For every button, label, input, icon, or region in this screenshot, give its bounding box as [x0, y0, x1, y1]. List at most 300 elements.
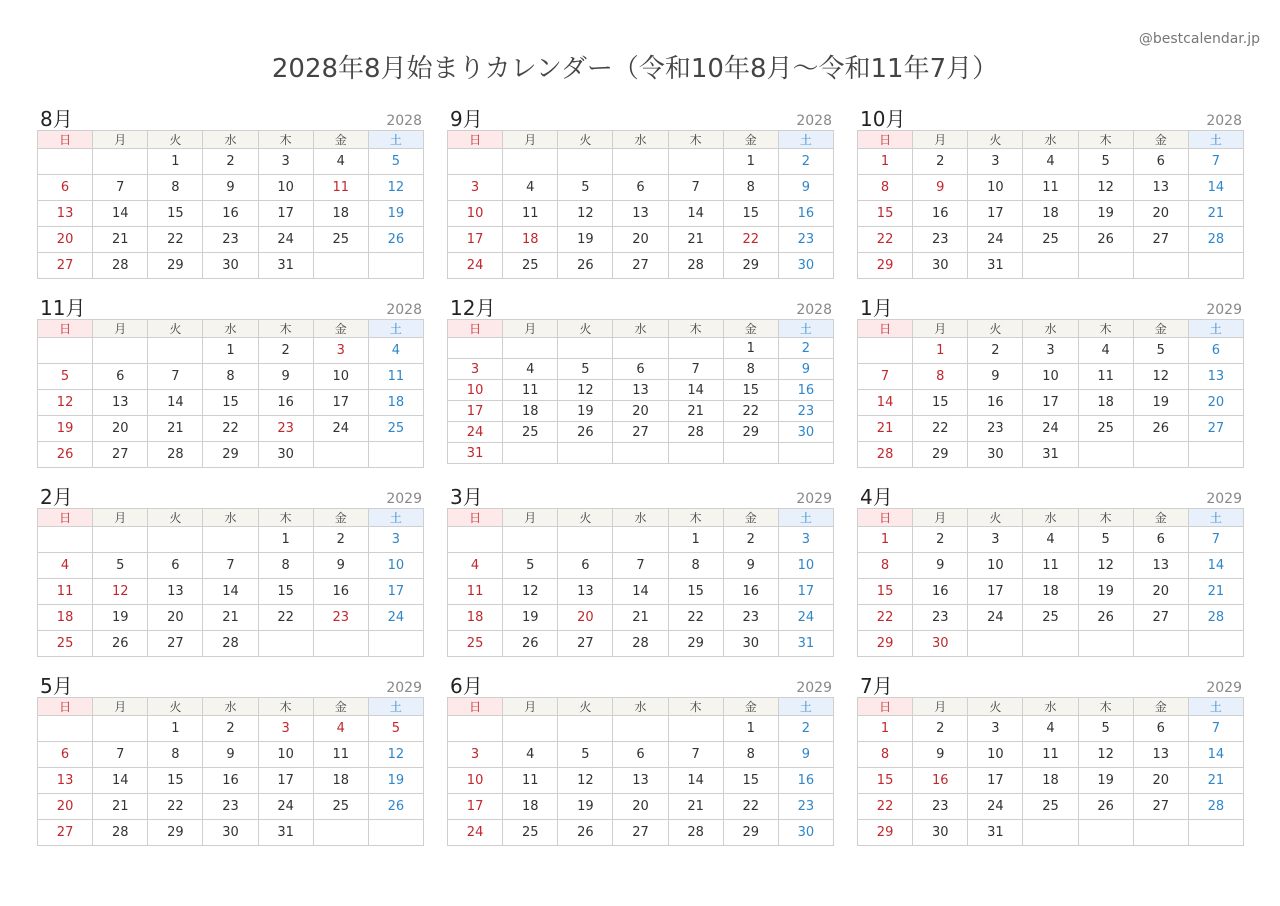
- day-cell: 5: [1078, 716, 1133, 742]
- empty-day-cell: [38, 149, 93, 175]
- month-calendar: [37, 485, 424, 657]
- day-cell: 12: [1078, 553, 1133, 579]
- day-cell: 9: [778, 359, 833, 380]
- day-cell: 21: [93, 794, 148, 820]
- day-cell: 18: [503, 227, 558, 253]
- empty-day-cell: [148, 527, 203, 553]
- weekday-label: 水: [203, 131, 258, 149]
- day-cell: 16: [913, 201, 968, 227]
- day-cell: 24: [968, 227, 1023, 253]
- empty-day-cell: [93, 149, 148, 175]
- weekday-label: 火: [968, 698, 1023, 716]
- weekday-label: 金: [313, 320, 368, 338]
- weekday-label: 木: [668, 698, 723, 716]
- day-cell: 15: [148, 768, 203, 794]
- day-cell: 21: [858, 416, 913, 442]
- weekday-label: 月: [913, 320, 968, 338]
- day-cell: 13: [1188, 364, 1243, 390]
- week-row: [858, 605, 1244, 631]
- weekday-label: 日: [858, 698, 913, 716]
- day-cell: 2: [203, 716, 258, 742]
- month-calendar: [857, 107, 1244, 279]
- day-cell: 19: [368, 768, 423, 794]
- day-cell: 9: [913, 553, 968, 579]
- week-row: [448, 253, 834, 279]
- day-cell: 13: [1133, 742, 1188, 768]
- month-header: [447, 296, 834, 319]
- day-cell: 3: [368, 527, 423, 553]
- week-row: [858, 416, 1244, 442]
- day-cell: 5: [1078, 527, 1133, 553]
- day-cell: 29: [913, 442, 968, 468]
- day-cell: 9: [203, 175, 258, 201]
- weekday-label: 水: [1023, 131, 1078, 149]
- day-cell: 2: [203, 149, 258, 175]
- day-cell: 22: [258, 605, 313, 631]
- day-cell: 14: [1188, 742, 1243, 768]
- day-cell: 22: [858, 794, 913, 820]
- day-cell: 22: [913, 416, 968, 442]
- day-cell: 26: [558, 820, 613, 846]
- weekday-label: 火: [148, 131, 203, 149]
- month-header: [37, 296, 424, 319]
- day-cell: 28: [668, 422, 723, 443]
- day-cell: 24: [313, 416, 368, 442]
- week-row: [448, 768, 834, 794]
- weekday-label: 火: [968, 131, 1023, 149]
- day-cell: 26: [1078, 227, 1133, 253]
- day-cell: 23: [313, 605, 368, 631]
- day-cell: 27: [1133, 794, 1188, 820]
- month-name: 7月: [860, 674, 893, 698]
- day-cell: 29: [148, 253, 203, 279]
- day-cell: 26: [558, 253, 613, 279]
- weekday-label: 火: [558, 509, 613, 527]
- week-row: [858, 820, 1244, 846]
- day-cell: 23: [913, 227, 968, 253]
- day-cell: 4: [1023, 149, 1078, 175]
- empty-day-cell: [503, 443, 558, 464]
- weekday-label: 土: [778, 698, 833, 716]
- day-cell: 20: [1133, 201, 1188, 227]
- empty-day-cell: [858, 338, 913, 364]
- weekday-label: 水: [1023, 698, 1078, 716]
- day-cell: 3: [778, 527, 833, 553]
- month-year: 2028: [1206, 113, 1242, 129]
- day-cell: 26: [558, 422, 613, 443]
- month-table: [857, 319, 1244, 468]
- day-cell: 18: [503, 794, 558, 820]
- empty-day-cell: [1188, 631, 1243, 657]
- empty-day-cell: [313, 253, 368, 279]
- day-cell: 8: [723, 359, 778, 380]
- empty-day-cell: [93, 338, 148, 364]
- weekday-label: 木: [1078, 509, 1133, 527]
- day-cell: 16: [203, 201, 258, 227]
- day-cell: 15: [858, 768, 913, 794]
- week-row: [858, 442, 1244, 468]
- day-cell: 28: [1188, 605, 1243, 631]
- day-cell: 10: [968, 742, 1023, 768]
- day-cell: 29: [858, 631, 913, 657]
- week-row: [38, 149, 424, 175]
- empty-day-cell: [1133, 820, 1188, 846]
- weekday-label: 金: [723, 509, 778, 527]
- week-row: [38, 416, 424, 442]
- day-cell: 28: [668, 820, 723, 846]
- week-row: [858, 390, 1244, 416]
- day-cell: 10: [313, 364, 368, 390]
- day-cell: 11: [1023, 553, 1078, 579]
- day-cell: 28: [613, 631, 668, 657]
- day-cell: 7: [1188, 716, 1243, 742]
- day-cell: 7: [93, 175, 148, 201]
- day-cell: 4: [313, 149, 368, 175]
- day-cell: 18: [1023, 201, 1078, 227]
- day-cell: 20: [1188, 390, 1243, 416]
- day-cell: 20: [93, 416, 148, 442]
- empty-day-cell: [613, 338, 668, 359]
- day-cell: 10: [968, 175, 1023, 201]
- day-cell: 31: [968, 253, 1023, 279]
- empty-day-cell: [448, 149, 503, 175]
- day-cell: 8: [148, 742, 203, 768]
- day-cell: 17: [448, 794, 503, 820]
- day-cell: 25: [38, 631, 93, 657]
- day-cell: 6: [558, 553, 613, 579]
- day-cell: 1: [858, 149, 913, 175]
- day-cell: 8: [723, 742, 778, 768]
- empty-day-cell: [368, 631, 423, 657]
- day-cell: 1: [723, 149, 778, 175]
- day-cell: 26: [368, 794, 423, 820]
- empty-day-cell: [558, 527, 613, 553]
- week-row: [448, 422, 834, 443]
- day-cell: 17: [968, 579, 1023, 605]
- day-cell: 11: [1023, 742, 1078, 768]
- day-cell: 15: [148, 201, 203, 227]
- month-name: 1月: [860, 296, 893, 320]
- day-cell: 4: [313, 716, 368, 742]
- empty-day-cell: [1023, 631, 1078, 657]
- empty-day-cell: [558, 443, 613, 464]
- week-row: [38, 175, 424, 201]
- day-cell: 25: [368, 416, 423, 442]
- day-cell: 15: [913, 390, 968, 416]
- day-cell: 19: [558, 227, 613, 253]
- weekday-label: 火: [148, 698, 203, 716]
- day-cell: 12: [558, 201, 613, 227]
- week-row: [38, 716, 424, 742]
- day-cell: 4: [448, 553, 503, 579]
- week-row: [448, 794, 834, 820]
- week-row: [858, 527, 1244, 553]
- day-cell: 11: [38, 579, 93, 605]
- month-year: 2029: [386, 680, 422, 696]
- empty-day-cell: [723, 443, 778, 464]
- empty-day-cell: [313, 631, 368, 657]
- day-cell: 5: [1133, 338, 1188, 364]
- week-row: [38, 390, 424, 416]
- day-cell: 21: [93, 227, 148, 253]
- day-cell: 11: [1078, 364, 1133, 390]
- day-cell: 25: [1078, 416, 1133, 442]
- weekday-label: 月: [913, 509, 968, 527]
- month-table: [37, 130, 424, 279]
- day-cell: 12: [1078, 175, 1133, 201]
- empty-day-cell: [1133, 253, 1188, 279]
- month-year: 2028: [386, 302, 422, 318]
- day-cell: 1: [148, 149, 203, 175]
- day-cell: 14: [668, 380, 723, 401]
- empty-day-cell: [1078, 820, 1133, 846]
- month-header: [857, 674, 1244, 697]
- day-cell: 6: [613, 359, 668, 380]
- day-cell: 21: [668, 794, 723, 820]
- day-cell: 26: [368, 227, 423, 253]
- week-row: [858, 579, 1244, 605]
- day-cell: 17: [1023, 390, 1078, 416]
- day-cell: 27: [1188, 416, 1243, 442]
- day-cell: 26: [93, 631, 148, 657]
- day-cell: 19: [558, 794, 613, 820]
- week-row: [448, 527, 834, 553]
- weekday-label: 金: [723, 320, 778, 338]
- empty-day-cell: [258, 631, 313, 657]
- day-cell: 10: [778, 553, 833, 579]
- empty-day-cell: [613, 443, 668, 464]
- day-cell: 6: [613, 175, 668, 201]
- day-cell: 28: [93, 820, 148, 846]
- week-row: [38, 631, 424, 657]
- day-cell: 27: [613, 820, 668, 846]
- day-cell: 4: [38, 553, 93, 579]
- day-cell: 29: [203, 442, 258, 468]
- weekday-label: 木: [668, 320, 723, 338]
- empty-day-cell: [38, 338, 93, 364]
- day-cell: 30: [203, 820, 258, 846]
- day-cell: 2: [913, 716, 968, 742]
- weekday-label: 水: [613, 320, 668, 338]
- week-row: [38, 579, 424, 605]
- week-row: [38, 364, 424, 390]
- day-cell: 4: [503, 175, 558, 201]
- month-table: [37, 508, 424, 657]
- day-cell: 3: [968, 149, 1023, 175]
- day-cell: 19: [368, 201, 423, 227]
- day-cell: 19: [93, 605, 148, 631]
- day-cell: 6: [1133, 527, 1188, 553]
- day-cell: 14: [203, 579, 258, 605]
- day-cell: 25: [448, 631, 503, 657]
- day-cell: 30: [913, 820, 968, 846]
- empty-day-cell: [1078, 442, 1133, 468]
- day-cell: 9: [313, 553, 368, 579]
- empty-day-cell: [558, 716, 613, 742]
- empty-day-cell: [968, 631, 1023, 657]
- day-cell: 21: [668, 401, 723, 422]
- day-cell: 14: [668, 201, 723, 227]
- day-cell: 16: [968, 390, 1023, 416]
- day-cell: 9: [203, 742, 258, 768]
- weekday-label: 火: [148, 509, 203, 527]
- day-cell: 20: [1133, 768, 1188, 794]
- month-name: 6月: [450, 674, 483, 698]
- weekday-label: 月: [93, 698, 148, 716]
- week-row: [858, 201, 1244, 227]
- weekday-label: 月: [93, 131, 148, 149]
- day-cell: 30: [778, 253, 833, 279]
- weekday-header-row: [448, 131, 834, 149]
- day-cell: 21: [203, 605, 258, 631]
- month-name: 11月: [40, 296, 86, 320]
- day-cell: 12: [368, 175, 423, 201]
- day-cell: 29: [148, 820, 203, 846]
- empty-day-cell: [448, 716, 503, 742]
- weekday-label: 土: [368, 131, 423, 149]
- day-cell: 16: [913, 768, 968, 794]
- day-cell: 8: [858, 742, 913, 768]
- empty-day-cell: [313, 442, 368, 468]
- month-calendar: [447, 674, 834, 846]
- weekday-label: 木: [258, 509, 313, 527]
- day-cell: 1: [203, 338, 258, 364]
- week-row: [448, 716, 834, 742]
- day-cell: 7: [858, 364, 913, 390]
- weekday-label: 土: [368, 698, 423, 716]
- week-row: [448, 175, 834, 201]
- day-cell: 29: [858, 253, 913, 279]
- weekday-label: 木: [258, 320, 313, 338]
- day-cell: 23: [778, 401, 833, 422]
- day-cell: 2: [723, 527, 778, 553]
- day-cell: 29: [723, 820, 778, 846]
- day-cell: 12: [503, 579, 558, 605]
- day-cell: 22: [858, 605, 913, 631]
- week-row: [448, 605, 834, 631]
- day-cell: 7: [1188, 527, 1243, 553]
- empty-day-cell: [503, 149, 558, 175]
- weekday-label: 木: [258, 698, 313, 716]
- day-cell: 5: [368, 149, 423, 175]
- day-cell: 23: [968, 416, 1023, 442]
- weekday-label: 日: [858, 320, 913, 338]
- month-year: 2028: [796, 113, 832, 129]
- month-calendar: [857, 296, 1244, 468]
- day-cell: 29: [858, 820, 913, 846]
- day-cell: 23: [913, 605, 968, 631]
- weekday-label: 日: [38, 320, 93, 338]
- month-header: [857, 485, 1244, 508]
- weekday-label: 火: [558, 698, 613, 716]
- day-cell: 29: [723, 422, 778, 443]
- day-cell: 2: [913, 527, 968, 553]
- day-cell: 15: [723, 768, 778, 794]
- day-cell: 14: [1188, 175, 1243, 201]
- day-cell: 29: [668, 631, 723, 657]
- day-cell: 14: [148, 390, 203, 416]
- day-cell: 22: [858, 227, 913, 253]
- day-cell: 22: [148, 227, 203, 253]
- day-cell: 18: [368, 390, 423, 416]
- weekday-label: 金: [1133, 131, 1188, 149]
- day-cell: 16: [913, 579, 968, 605]
- day-cell: 12: [93, 579, 148, 605]
- page-title: 2028年8月始まりカレンダー（令和10年8月〜令和11年7月）: [271, 54, 999, 84]
- day-cell: 11: [313, 742, 368, 768]
- week-row: [858, 716, 1244, 742]
- weekday-label: 日: [858, 509, 913, 527]
- day-cell: 30: [778, 422, 833, 443]
- weekday-label: 月: [913, 131, 968, 149]
- day-cell: 5: [368, 716, 423, 742]
- day-cell: 20: [613, 227, 668, 253]
- weekday-label: 土: [778, 131, 833, 149]
- weekday-label: 月: [93, 320, 148, 338]
- day-cell: 19: [38, 416, 93, 442]
- weekday-header-row: [38, 698, 424, 716]
- day-cell: 8: [913, 364, 968, 390]
- day-cell: 20: [613, 401, 668, 422]
- weekday-header-row: [38, 320, 424, 338]
- empty-day-cell: [668, 338, 723, 359]
- month-name: 12月: [450, 296, 496, 320]
- weekday-label: 土: [1188, 131, 1243, 149]
- weekday-label: 水: [1023, 320, 1078, 338]
- day-cell: 10: [1023, 364, 1078, 390]
- month-header: [447, 107, 834, 130]
- weekday-label: 金: [313, 131, 368, 149]
- day-cell: 14: [93, 201, 148, 227]
- day-cell: 1: [723, 338, 778, 359]
- weekday-label: 土: [1188, 509, 1243, 527]
- week-row: [858, 149, 1244, 175]
- day-cell: 30: [968, 442, 1023, 468]
- day-cell: 24: [448, 253, 503, 279]
- week-row: [38, 442, 424, 468]
- day-cell: 8: [668, 553, 723, 579]
- day-cell: 2: [258, 338, 313, 364]
- weekday-label: 金: [723, 698, 778, 716]
- day-cell: 7: [613, 553, 668, 579]
- week-row: [858, 364, 1244, 390]
- day-cell: 3: [968, 716, 1023, 742]
- day-cell: 18: [503, 401, 558, 422]
- day-cell: 3: [1023, 338, 1078, 364]
- day-cell: 13: [1133, 175, 1188, 201]
- week-row: [448, 149, 834, 175]
- day-cell: 31: [778, 631, 833, 657]
- weekday-header-row: [858, 509, 1244, 527]
- day-cell: 15: [668, 579, 723, 605]
- day-cell: 30: [913, 253, 968, 279]
- month-table: [857, 697, 1244, 846]
- day-cell: 23: [203, 227, 258, 253]
- day-cell: 27: [38, 820, 93, 846]
- day-cell: 24: [258, 794, 313, 820]
- month-name: 2月: [40, 485, 73, 509]
- day-cell: 18: [38, 605, 93, 631]
- day-cell: 19: [503, 605, 558, 631]
- week-row: [448, 401, 834, 422]
- day-cell: 20: [148, 605, 203, 631]
- day-cell: 24: [448, 422, 503, 443]
- weekday-label: 火: [558, 131, 613, 149]
- day-cell: 22: [723, 794, 778, 820]
- day-cell: 2: [913, 149, 968, 175]
- day-cell: 30: [778, 820, 833, 846]
- day-cell: 2: [778, 338, 833, 359]
